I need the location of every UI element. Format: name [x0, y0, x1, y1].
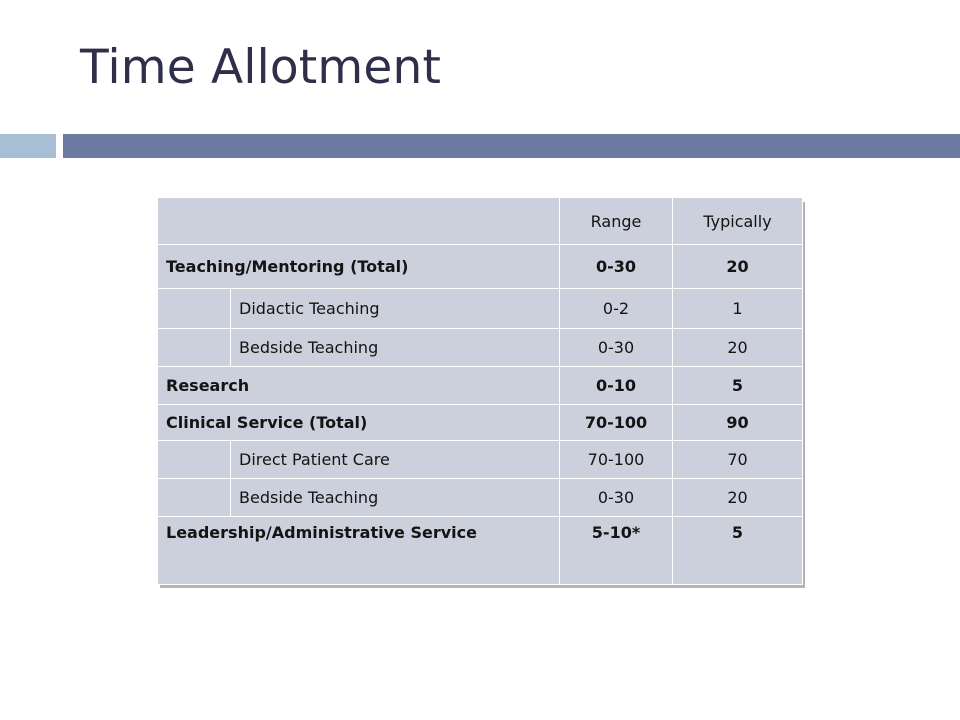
row-label: Didactic Teaching	[231, 289, 560, 329]
indent-cell	[158, 479, 231, 517]
row-typically: 20	[673, 245, 803, 289]
row-label: Clinical Service (Total)	[158, 405, 560, 441]
row-range: 0-2	[560, 289, 673, 329]
table-row	[158, 245, 803, 289]
indent-cell	[158, 289, 231, 329]
row-range: 0-30	[560, 479, 673, 517]
row-label: Research	[158, 367, 560, 405]
indent-cell	[158, 329, 231, 367]
row-typically: 90	[673, 405, 803, 441]
row-range: 0-30	[560, 245, 673, 289]
table-row	[158, 405, 803, 441]
table-row	[158, 367, 803, 405]
row-typically: 70	[673, 441, 803, 479]
row-label: Bedside Teaching	[231, 479, 560, 517]
header-range: Range	[560, 198, 673, 245]
row-label: Leadership/Administrative Service	[158, 517, 560, 585]
table-row	[158, 441, 803, 479]
row-typically: 5	[673, 517, 803, 585]
row-label: Bedside Teaching	[231, 329, 560, 367]
indent-cell	[158, 441, 231, 479]
row-range: 0-10	[560, 367, 673, 405]
row-label: Teaching/Mentoring (Total)	[158, 245, 560, 289]
row-range: 0-30	[560, 329, 673, 367]
row-typically: 20	[673, 479, 803, 517]
time-allotment-table	[157, 197, 803, 585]
table-row	[158, 479, 803, 517]
table-row	[158, 329, 803, 367]
header-typically: Typically	[673, 198, 803, 245]
row-range: 70-100	[560, 405, 673, 441]
table-row	[158, 289, 803, 329]
row-typically: 5	[673, 367, 803, 405]
title-rule-accent	[0, 134, 56, 158]
slide-title: Time Allotment	[80, 40, 442, 95]
row-typically: 20	[673, 329, 803, 367]
row-label: Direct Patient Care	[231, 441, 560, 479]
header-empty-cell	[158, 198, 560, 245]
table-header-row	[158, 198, 803, 245]
row-range: 70-100	[560, 441, 673, 479]
title-rule-bar	[63, 134, 960, 158]
row-typically: 1	[673, 289, 803, 329]
row-range: 5-10*	[560, 517, 673, 585]
table-row	[158, 517, 803, 585]
